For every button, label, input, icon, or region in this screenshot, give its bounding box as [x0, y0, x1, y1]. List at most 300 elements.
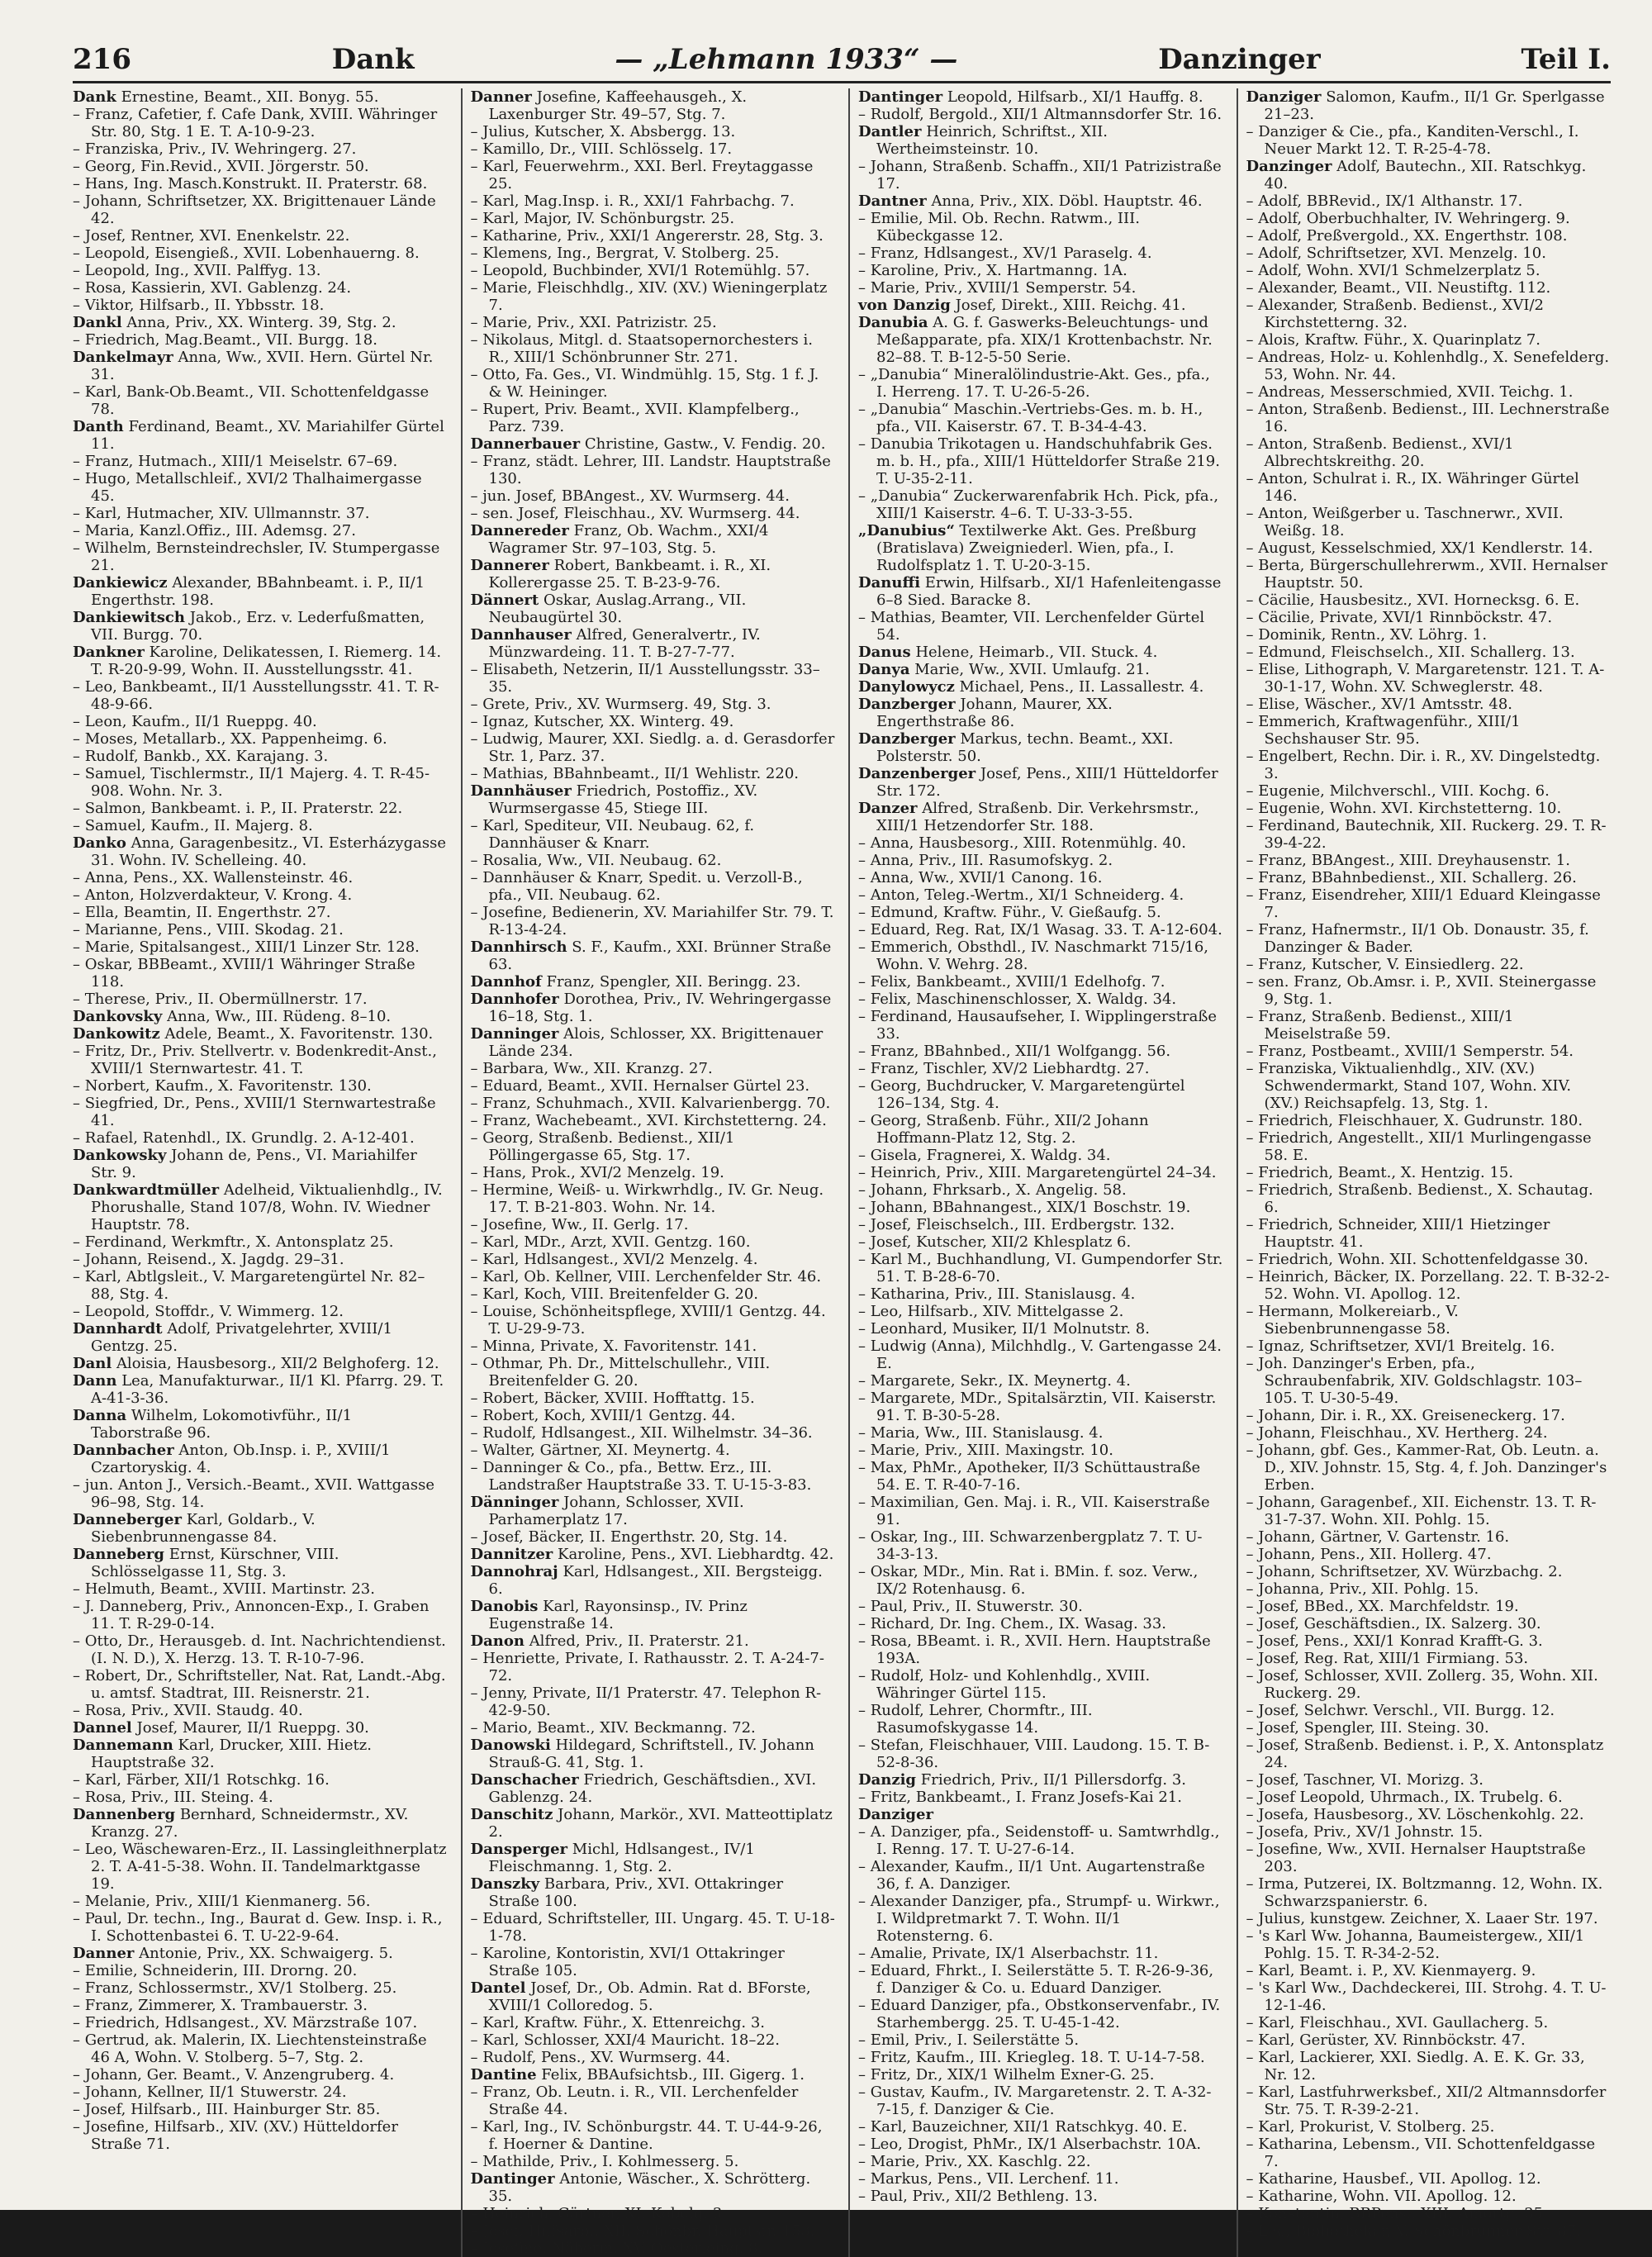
directory-entry [1246, 800, 1612, 817]
directory-entry [471, 279, 836, 314]
directory-entry [1246, 1546, 1612, 1563]
directory-entry [471, 2153, 836, 2170]
directory-entry [73, 2084, 448, 2101]
directory-entry [73, 1979, 448, 1997]
directory-entry [858, 1632, 1223, 1667]
entry-details: Dorothea, Priv., IV. Wehringergasse 16–18, Stg. 1. [488, 991, 832, 1025]
directory-entry [1246, 1962, 1612, 1979]
directory-entry [73, 904, 448, 921]
directory-entry [858, 800, 1223, 834]
directory-entry [1246, 1268, 1612, 1303]
entry-details: – Max, PhMr., Apotheker, II/3 Schüttaustraße 54. E. T. R-40-7-16. [858, 1459, 1201, 1494]
directory-entry [73, 1181, 448, 1233]
entry-details: – Leon, Kaufm., II/1 Rueppg. 40. [73, 713, 317, 730]
directory-entry [1246, 435, 1612, 470]
directory-entry [1246, 1737, 1612, 1771]
directory-entry [858, 1442, 1223, 1459]
directory-entry [471, 696, 836, 713]
entry-details: – Rosa, Kassierin, XVI. Gablenzg. 24. [73, 279, 352, 297]
entry-details: Friedrich, Postoffiz., XV. Wurmsergasse 45, Stiege III. [488, 782, 758, 817]
directory-entry [471, 1719, 836, 1737]
entry-details: – Eduard, Reg. Rat, IX/1 Wasag. 33. T. A-12-604. [858, 921, 1222, 938]
entry-details: – Dominik, Rentn., XV. Löhrg. 1. [1246, 626, 1488, 644]
entry-details: – Fritz, Dr., XIX/1 Wilhelm Exner-G. 25. [858, 2066, 1155, 2084]
entry-details: – Robert, Koch, XVIII/1 Gentzg. 44. [470, 1407, 736, 1424]
entry-surname: Dannereder [470, 522, 569, 539]
entry-details: – Therese, Priv., II. Obermüllnerstr. 17. [73, 991, 368, 1008]
entry-details: Alfred, Priv., II. Praterstr. 21. [529, 1632, 749, 1650]
directory-entry [73, 158, 448, 175]
entry-details: – Alois, Kraftw. Führ., X. Quarinplatz 7. [1246, 331, 1541, 349]
entry-details: Erwin, Hilfsarb., XI/1 Hafenleitengasse 6–8 Sied. Baracke 8. [876, 574, 1222, 609]
directory-entry [858, 609, 1223, 644]
directory-entry [471, 1251, 836, 1268]
entry-surname: Danner [73, 1945, 135, 1962]
entry-details: Johann, Maurer, XX. Engerthstraße 86. [876, 696, 1113, 730]
directory-entry [471, 713, 836, 730]
directory-entry [858, 852, 1223, 869]
directory-entry [73, 1129, 448, 1147]
entry-details: – Leo, Drogist, PhMr., IX/1 Alserbachstr. 10A. [858, 2136, 1202, 2153]
entry-details: – Josef, Bäcker, II. Engerthstr. 20, Stg. 14. [470, 1528, 788, 1546]
entry-details: – Rosalia, Ww., VII. Neubaug. 62. [470, 852, 722, 869]
directory-entry [1246, 505, 1612, 539]
directory-entry [471, 1095, 836, 1112]
entry-details: Hildegard, Schriftstell., IV. Johann Strauß-G. 41, Stg. 1. [488, 1737, 814, 1771]
entry-details: Leopold, Hilfsarb., XI/1 Hauffg. 8. [947, 88, 1203, 106]
entry-details: – Karoline, Kontoristin, XVI/1 Ottakringer Straße 105. [470, 1945, 785, 1979]
entry-details: Anna, Priv., XX. Winterg. 39, Stg. 2. [126, 314, 396, 331]
directory-entry [1246, 1979, 1612, 2014]
directory-entry [858, 678, 1223, 696]
entry-details: – Leo, Hilfsarb., XIV. Mittelgasse 2. [858, 1303, 1124, 1320]
directory-entry [858, 1320, 1223, 1338]
entry-surname: Dannbacher [73, 1442, 174, 1459]
entry-details: – 's Karl Ww., Dachdeckerei, III. Strohg. 4. T. U-12-1-46. [1246, 1979, 1607, 2014]
directory-entry [1246, 1598, 1612, 1615]
entry-details: – Dannhäuser & Knarr, Spedit. u. Verzoll-B., pfa., VII. Neubaug. 62. [470, 869, 803, 904]
entry-details: – Richard, Dr. Ing. Chem., IX. Wasag. 33. [858, 1615, 1167, 1632]
entry-details: – Heinrich, Gärtner, XI. Kobelg. 3. [470, 2205, 727, 2222]
entry-details: – Heinrich, Bäcker, IX. Porzellang. 22. T. B-32-2-52. Wohn. VI. Apollog. 12. [1246, 1268, 1610, 1303]
directory-entry [471, 1910, 836, 1945]
entry-details: – Anton, Schulrat i. R., IX. Währinger Gürtel 146. [1246, 470, 1579, 505]
entry-details: – Anton, Straßenb. Bedienst., XVI/1 Albrechtskreithg. 20. [1246, 435, 1514, 470]
entry-details: – Grete, Priv., XV. Wurmserg. 49, Stg. 3. [470, 696, 771, 713]
directory-entry [858, 314, 1223, 366]
directory-entry [73, 1442, 448, 1476]
directory-entry [858, 1563, 1223, 1598]
directory-entry [73, 453, 448, 470]
entry-details: Josef, Direkt., XIII. Reichg. 41. [955, 297, 1186, 314]
entry-details: – Karl, Major, IV. Schönburgstr. 25. [470, 210, 735, 227]
directory-entry [858, 1615, 1223, 1632]
directory-entry [471, 1650, 836, 1684]
directory-entry [73, 106, 448, 140]
directory-entry [471, 2222, 836, 2240]
entry-details: – Ella, Beamtin, II. Engerthstr. 27. [73, 904, 331, 921]
entry-details: – Nikolaus, Mitgl. d. Staatsopernorchesters i. R., XIII/1 Schönbrunner Str. 271. [470, 331, 813, 366]
directory-entry [471, 2014, 836, 2031]
directory-entry [73, 1893, 448, 1910]
directory-entry [858, 886, 1223, 904]
entry-details: Felix, BBAufsichtsb., III. Gigerg. 1. [541, 2066, 805, 2084]
entry-details: – Konstantin, BBPens., XIII. Amortg. 35. [1246, 2205, 1548, 2222]
entry-details: Franz, Spengler, XII. Beringg. 23. [546, 973, 801, 991]
entry-surname: Danzig [858, 1771, 917, 1789]
entry-details: – Josef, Pens., XXI/1 Konrad Krafft-G. 3. [1246, 1632, 1543, 1650]
directory-entry [858, 1667, 1223, 1702]
directory-entry [471, 1164, 836, 1181]
entry-details: – Edmund, Fleischselch., XII. Schallerg. 13. [1246, 644, 1575, 661]
directory-entry [1246, 1008, 1612, 1043]
entry-details: – Maria, Ww., III. Stanislausg. 4. [858, 1424, 1104, 1442]
directory-entry [1246, 245, 1612, 262]
entry-details: – Anton, Straßenb. Bedienst., III. Lechnerstraße 16. [1246, 401, 1610, 435]
directory-entry [1246, 1442, 1612, 1494]
entry-details: – Karl, Kraftw. Führ., X. Ettenreichg. 3. [470, 2014, 766, 2031]
directory-entry [73, 1598, 448, 1632]
directory-entry [858, 661, 1223, 678]
directory-entry [73, 1025, 448, 1043]
entry-details: – Moses, Metallarb., XX. Pappenheimg. 6. [73, 730, 387, 748]
entry-details: – Hans, Prok., XVI/2 Menzelg. 19. [470, 1164, 724, 1181]
entry-details: – Anton, Teleg.-Wertm., XI/1 Schneiderg. 4. [858, 886, 1184, 904]
entry-details: – Marie, Priv., XIII. Maxingstr. 10. [858, 1442, 1113, 1459]
directory-entry [471, 1737, 836, 1771]
entry-details: – Friedrich, Straßenb. Bedienst., X. Schautag. 6. [1246, 1181, 1593, 1216]
entry-details: – Marie, Priv., XX. Kaschlg. 22. [858, 2153, 1091, 2170]
entry-details: – Elisabeth, Netzerin, II/1 Ausstellungsstr. 33–35. [470, 661, 820, 696]
directory-entry [858, 2049, 1223, 2066]
directory-entry [471, 1285, 836, 1303]
entry-details: – Alexander, Kaufm., II/1 Unt. Augartenstraße 36, f. A. Danziger. [858, 1858, 1205, 1893]
directory-entry [471, 2240, 836, 2257]
entry-details: – Josef, Taschner, VI. Morizg. 3. [1246, 1771, 1483, 1789]
entry-details: – Georg, Fin.Revid., XVII. Jörgerstr. 50. [73, 158, 369, 175]
entry-details: – Engelbert, Rechn. Dir. i. R., XV. Dingelstedtg. 3. [1246, 748, 1601, 782]
directory-entry [73, 956, 448, 991]
entry-details: – Mathilde, Priv., I. Kohlmesserg. 5. [470, 2153, 739, 2170]
directory-entry [471, 817, 836, 852]
directory-entry [471, 1459, 836, 1494]
entry-details: – Marianne, Pens., VIII. Skodag. 21. [73, 921, 344, 938]
entry-details: – Karl, Färber, XII/1 Rotschkg. 16. [73, 1771, 330, 1789]
entry-details: – Friedrich, Mag.Beamt., VII. Burgg. 18. [73, 331, 377, 349]
directory-entry [471, 2084, 836, 2118]
entry-details: – Julius, kunstgew. Zeichner, X. Laaer Str. 197. [1246, 1910, 1598, 1927]
directory-entry [73, 1320, 448, 1355]
entry-details: – Johann, Schriftsetzer, XX. Brigittenauer Lände 42. [73, 192, 436, 227]
directory-entry [1246, 713, 1612, 748]
directory-entry [858, 1338, 1223, 1372]
directory-entry [73, 505, 448, 522]
entry-details: Karl, Goldarb., V. Siebenbrunnengasse 84. [91, 1511, 316, 1546]
entry-details: – Franz, Ob. Leutn. i. R., VII. Lerchenfelder Straße 44. [470, 2084, 799, 2118]
directory-entry [471, 869, 836, 904]
entry-details: – J. Danneberg, Priv., Annoncen-Exp., I. Graben 11. T. R-29-0-14. [73, 1598, 430, 1632]
entry-surname: Danya [858, 661, 910, 678]
directory-entry [73, 2118, 448, 2153]
directory-entry [1246, 1702, 1612, 1719]
directory-entry [1246, 383, 1612, 401]
entry-details: Anton, Ob.Insp. i. P., XVIII/1 Czartoryskig. 4. [91, 1442, 391, 1476]
page-content [73, 43, 1611, 2257]
directory-entry [1246, 696, 1612, 713]
entry-details: Wilhelm, Lokomotivführ., II/1 Taborstraße 96. [91, 1407, 353, 1442]
entry-surname: Dansperger [470, 1841, 568, 1858]
entry-details: – Katharine, Hausbef., VII. Apollog. 12. [1246, 2170, 1541, 2188]
entry-details: – Leopold, Ing., XVII. Palffyg. 13. [73, 262, 321, 279]
entry-details: – Johann, Dir. i. R., XX. Greiseneckerg. 17. [1246, 1407, 1565, 1424]
entry-details: – Johann, BBahnangest., XIX/1 Boschstr. 19. [858, 1199, 1191, 1216]
entry-details: – sen. Josef, Fleischhau., XV. Wurmserg. 44. [470, 505, 800, 522]
directory-entry [471, 453, 836, 487]
entry-surname: Danzinger [1246, 158, 1332, 175]
directory-entry [471, 1563, 836, 1598]
entry-details: – Alexander Danziger, pfa., Strumpf- u. Wirkwr., I. Wildpretmarkt 7. T. Wohn. II/1 Rotensterng. 6. [858, 1893, 1220, 1945]
entry-details: – Karl M., Buchhandlung, VI. Gumpendorfer Str. 51. T. B-28-6-70. [858, 1251, 1223, 1285]
directory-entry [1246, 1424, 1612, 1442]
entry-details: – Josef, Kutscher, XII/2 Khlesplatz 6. [858, 1233, 1132, 1251]
entry-surname: Danobis [470, 1598, 539, 1615]
column-2 [461, 88, 836, 2257]
entry-details: – Johanna, Priv., XII. Pohlg. 15. [1246, 1580, 1479, 1598]
entry-details: Helene, Heimarb., VII. Stuck. 4. [915, 644, 1158, 661]
directory-entry [858, 2188, 1223, 2205]
entry-surname: Danylowycz [858, 678, 955, 696]
directory-entry [471, 2170, 836, 2205]
directory-entry [858, 279, 1223, 297]
entry-details: – Eugenie, Wohn. XVI. Kirchstetterng. 10. [1246, 800, 1562, 817]
directory-entry [1246, 661, 1612, 696]
entry-details: – Karl, MDr., Arzt, XVII. Gentzg. 160. [470, 1233, 751, 1251]
entry-details: Karoline, Delikatessen, I. Riemerg. 14. T. R-20-9-99, Wohn. II. Ausstellungsstr. 41. [91, 644, 442, 678]
entry-details: – Johann, Gärtner, V. Gartenstr. 16. [1246, 1528, 1510, 1546]
directory-entry [1246, 210, 1612, 227]
directory-entry [858, 1858, 1223, 1893]
entry-details: – Marie, Fleischhdlg., XIV. (XV.) Wieningerplatz 7. [470, 279, 828, 314]
entry-surname: Dannhardt [73, 1320, 163, 1338]
directory-entry [858, 921, 1223, 938]
directory-entry [1246, 1875, 1612, 1910]
entry-surname: Dannohraj [470, 1563, 558, 1580]
directory-entry [471, 192, 836, 210]
entry-details: Robert, Bankbeamt. i. R., XI. Kollerergasse 25. T. B-23-9-76. [488, 557, 771, 592]
directory-entry [471, 730, 836, 765]
entry-details: – Danninger & Co., pfa., Bettw. Erz., III. Landstraßer Hauptstraße 33. T. U-15-3-83. [470, 1459, 812, 1494]
entry-details: Karl, Rayonsinsp., IV. Prinz Eugenstraße 14. [488, 1598, 748, 1632]
entry-details: – Karl, Spediteur, VII. Neubaug. 62, f. Dannhäuser & Knarr. [470, 817, 755, 852]
entry-details: – Kamillo, Dr., VIII. Schlösselg. 17. [470, 140, 733, 158]
directory-entry [73, 383, 448, 418]
directory-entry [73, 331, 448, 349]
directory-entry [73, 921, 448, 938]
directory-entry [858, 1997, 1223, 2031]
directory-entry [1246, 644, 1612, 661]
entry-details: – Oskar, Ing., III. Schwarzenbergplatz 7. T. U-34-3-13. [858, 1528, 1203, 1563]
directory-entry [73, 1702, 448, 1719]
entry-details: – Adolf, Wohn. XVI/1 Schmelzerplatz 5. [1246, 262, 1540, 279]
entry-details: – Franziska, Viktualienhdlg., XIV. (XV.) Schwendermarkt, Stand 107, Wohn. XIV. (XV.) Reichsapfelg. 13, Stg. 1. [1246, 1060, 1572, 1112]
directory-entry [73, 1372, 448, 1407]
directory-entry [1246, 886, 1612, 921]
directory-entry [73, 800, 448, 817]
entry-details: – Gustav, Kaufm., IV. Margaretenstr. 2. T. A-32-7-15, f. Danziger & Cie. [858, 2084, 1212, 2118]
directory-entry [858, 991, 1223, 1008]
entry-details: – A. Danziger, pfa., Seidenstoff- u. Samtwrhdlg., I. Renng. 17. T. U-27-6-14. [858, 1823, 1220, 1858]
directory-entry [73, 1841, 448, 1893]
directory-entry [858, 904, 1223, 921]
directory-entry [73, 1268, 448, 1303]
directory-entry [858, 210, 1223, 245]
directory-entry [73, 1303, 448, 1320]
entry-surname: Danschacher [470, 1771, 579, 1789]
directory-entry [73, 1806, 448, 1841]
entry-surname: Danowski [470, 1737, 551, 1754]
directory-entry [1246, 1563, 1612, 1580]
entry-surname: Danzer [858, 800, 918, 817]
directory-entry [1246, 1112, 1612, 1129]
directory-entry [73, 609, 448, 644]
directory-entry [471, 1233, 836, 1251]
directory-entry [858, 366, 1223, 401]
entry-details: – Emilie, Mil. Ob. Rechn. Ratwm., III. Kübeckgasse 12. [858, 210, 1140, 245]
directory-entry [73, 678, 448, 713]
entry-details: – Franz, Hdlsangest., XV/1 Paraselg. 4. [858, 245, 1152, 262]
entry-details: – Rudolf, Lehrer, Chormftr., III. Rasumofskygasse 14. [858, 1702, 1093, 1737]
entry-details: – Franz, Straßenb. Bedienst., XIII/1 Meiselstraße 59. [1246, 1008, 1514, 1043]
entry-details: – Gisela, Fragnerei, X. Waldg. 34. [858, 1147, 1111, 1164]
entry-details: – Josef, Hilfsarb., XII. Schönbr. Hauptstr. 153. [470, 2222, 815, 2240]
directory-entry [73, 817, 448, 834]
entry-surname: Dankelmayr [73, 349, 173, 366]
directory-entry [1246, 782, 1612, 800]
entry-details: – Anton, Weißgerber u. Taschnerwr., XVII. Weißg. 18. [1246, 505, 1564, 539]
directory-entry [471, 592, 836, 626]
directory-entry [1246, 1164, 1612, 1181]
entry-details: – Josef, BBed., XX. Marchfeldstr. 19. [1246, 1598, 1519, 1615]
entry-details: – Karl, Ob. Kellner, VIII. Lerchenfelder Str. 46. [470, 1268, 822, 1285]
directory-entry [471, 88, 836, 123]
entry-details: – Norbert, Kaufm., X. Favoritenstr. 130. [73, 1077, 372, 1095]
directory-entry [471, 1424, 836, 1442]
directory-entry [73, 574, 448, 609]
directory-entry [1246, 2049, 1612, 2084]
directory-entry [858, 1771, 1223, 1789]
entry-details: Anna, Ww., III. Rüdeng. 8–10. [167, 1008, 392, 1025]
entry-surname: Dannhirsch [470, 938, 567, 956]
entry-details: – Rosa, BBeamt. i. R., XVII. Hern. Hauptstraße 193A. [858, 1632, 1211, 1667]
entry-details: Friedrich, Geschäftsdien., XVI. Gablenzg. 24. [488, 1771, 817, 1806]
entry-details: – Anna, Hausbesorg., XIII. Rotenmühlg. 40. [858, 834, 1186, 852]
directory-entry [73, 2031, 448, 2066]
entry-details: – Georg, Straßenb. Bedienst., XII/1 Pöllingergasse 65, Stg. 17. [470, 1129, 735, 1164]
entry-surname: Danubia [858, 314, 928, 331]
directory-entry [471, 782, 836, 817]
entry-details: – Elise, Wäscher., XV/1 Amtsstr. 48. [1246, 696, 1512, 713]
directory-entry [471, 991, 836, 1025]
directory-entry [73, 522, 448, 539]
entry-details: – Josef, Selchwr. Verschl., VII. Burgg. 12. [1246, 1702, 1555, 1719]
entry-details: – Josefa, Hausbesorg., XV. Löschenkohlg. 22. [1246, 1806, 1584, 1823]
entry-details: – Karl, Bank-Ob.Beamt., VII. Schottenfeldgasse 78. [73, 383, 430, 418]
entry-details: – Paul, Priv., II. Stuwerstr. 30. [858, 1598, 1083, 1615]
directory-entry [1246, 2222, 1612, 2240]
directory-entry [73, 1962, 448, 1979]
directory-entry [858, 1251, 1223, 1285]
directory-entry [1246, 1407, 1612, 1424]
entry-surname: Dannerer [470, 557, 549, 574]
directory-entry [1246, 262, 1612, 279]
directory-entry [858, 2118, 1223, 2136]
entry-details: – Hermine, Weiß- u. Wirkwrhdlg., IV. Gr. Neug. 17. T. B-21-803. Wohn. Nr. 14. [470, 1181, 824, 1216]
entry-details: – Katharina, Lebensm., VII. Schottenfeldgasse 7. [1246, 2136, 1596, 2170]
directory-entry [858, 2084, 1223, 2118]
directory-entry [1246, 956, 1612, 973]
entry-details: – „Danubia“ Maschin.-Vertriebs-Ges. m. b. H., pfa., VII. Kaiserstr. 67. T. B-34-4-43. [858, 401, 1203, 435]
entry-details: – Barbara, Ww., XII. Kranzg. 27. [470, 1060, 713, 1077]
directory-entry [1246, 1650, 1612, 1667]
entry-details: – Friedrich, Hdlsangest., XV. Märzstraße 107. [73, 2014, 418, 2031]
entry-details: – Johann, Kellner, II/1 Stuwerstr. 24. [73, 2084, 347, 2101]
entry-surname: Dannitzer [470, 1546, 553, 1563]
entry-surname: Dankner [73, 644, 145, 661]
directory-entry [73, 1511, 448, 1546]
directory-entry [73, 1476, 448, 1511]
entry-details: – August, Kesselschmied, XX/1 Kendlerstr. 14. [1246, 539, 1593, 557]
directory-entry [858, 297, 1223, 314]
entry-details: – Johann, Straßenb. Schaffn., XII/1 Patrizistraße 17. [858, 158, 1222, 192]
entry-surname: Dankl [73, 314, 122, 331]
entry-details: – Maximilian, Gen. Maj. i. R., VII. Kaiserstraße 91. [858, 1494, 1210, 1528]
entry-surname: Danko [73, 834, 126, 852]
directory-entry [1246, 349, 1612, 383]
directory-entry [1246, 88, 1612, 123]
directory-entry [858, 88, 1223, 106]
entry-details: – Emmerich, Kraftwagenführ., XIII/1 Sechshauser Str. 95. [1246, 713, 1521, 748]
directory-entry [1246, 1667, 1612, 1702]
directory-entry [858, 869, 1223, 886]
entry-details: – Mathias, Beamter, VII. Lerchenfelder Gürtel 54. [858, 609, 1205, 644]
entry-details: Barbara, Priv., XVI. Ottakringer Straße 100. [488, 1875, 784, 1910]
entry-surname: Danna [73, 1407, 127, 1424]
entry-details: Karl, Drucker, XIII. Hietz. Hauptstraße 32. [91, 1737, 372, 1771]
entry-details: – Paul, Dr. techn., Ing., Baurat d. Gew. Insp. i. R., I. Schottenbastei 6. T. U-22-9-64. [73, 1910, 443, 1945]
directory-entry [471, 1979, 836, 2014]
entry-details: – Johann, Pens., XII. Hollerg. 47. [1246, 1546, 1492, 1563]
entry-details: – Karl, Lackierer, XXI. Siedlg. A. E. K. Gr. 33, Nr. 12. [1246, 2049, 1585, 2084]
entry-details: – Adolf, Oberbuchhalter, IV. Wehringerg. 9. [1246, 210, 1570, 227]
directory-entry [471, 1632, 836, 1650]
directory-entry [471, 852, 836, 869]
directory-entry [1246, 1129, 1612, 1164]
entry-details: – Walter, Gärtner, XI. Meynertg. 4. [470, 1442, 730, 1459]
entry-details: – Markus, Pens., VII. Lerchenf. 11. [858, 2170, 1119, 2188]
entry-details: Jakob., Erz. v. Lederfußmatten, VII. Burgg. 70. [91, 609, 425, 644]
entry-details: Adolf, Privatgelehrter, XVIII/1 Gentzg. 25. [91, 1320, 392, 1355]
entry-details: – Johann, gbf. Ges., Kammer-Rat, Ob. Leutn. a. D., XIV. Johnstr. 15, Stg. 4, f. Joh. Danzinger's Erben. [1246, 1442, 1607, 1494]
directory-entry [471, 2049, 836, 2066]
directory-entry [1246, 2170, 1612, 2188]
directory-entry [1246, 921, 1612, 956]
directory-entry [73, 1580, 448, 1598]
directory-entry [471, 2031, 836, 2049]
directory-entry [858, 106, 1223, 123]
entry-details: Bernhard, Schneidermstr., XV. Kranzg. 27. [91, 1806, 409, 1841]
directory-entry [1246, 297, 1612, 331]
directory-entry [1246, 1632, 1612, 1650]
